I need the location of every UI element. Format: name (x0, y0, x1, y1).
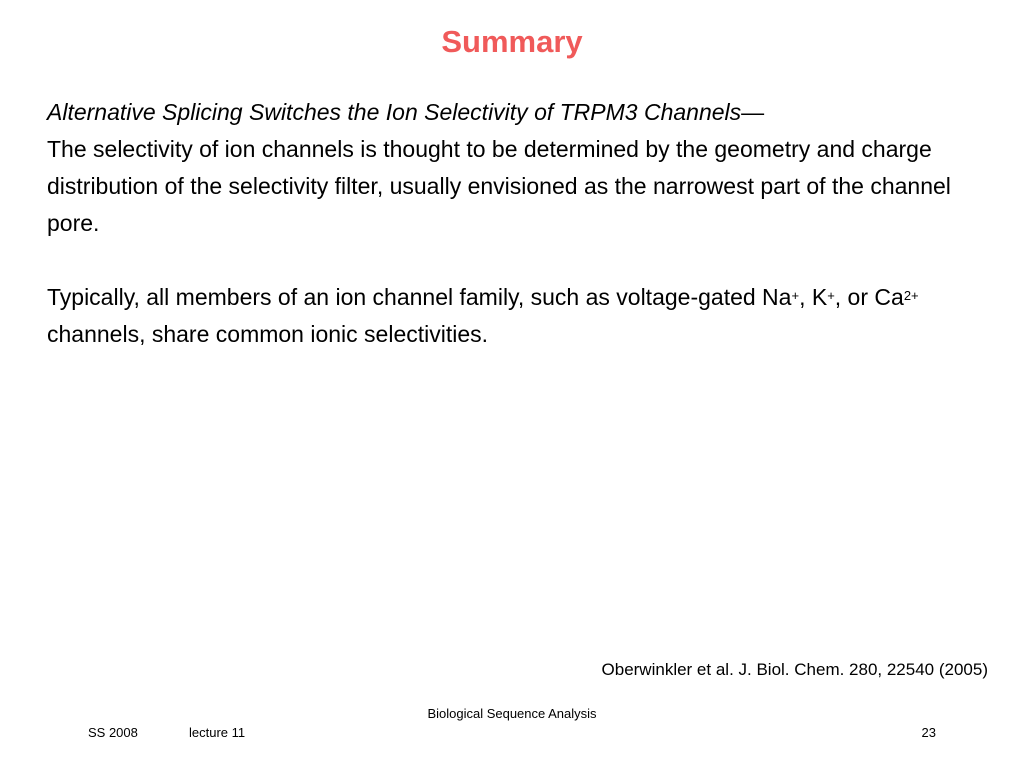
slide-title: Summary (441, 24, 583, 59)
superscript-k: + (827, 288, 835, 303)
paragraph-text-b: , K (799, 284, 828, 310)
footer-course: Biological Sequence Analysis (427, 706, 597, 721)
article-title: Alternative Splicing Switches the Ion Selectivity of TRPM3 Channels (47, 99, 742, 125)
superscript-ca: 2+ (903, 288, 919, 303)
paragraph-text-c: , or Ca (834, 284, 904, 310)
paragraph-text-a: Typically, all members of an ion channel family, such as voltage-gated Na (47, 284, 792, 310)
paragraph-selectivity: The selectivity of ion channels is thought to be determined by the geometry and charge distribution of the selectivity filter, usually envisioned as the narrowest part of the channel pore. (47, 136, 951, 236)
footer-semester: SS 2008 (88, 725, 138, 740)
slide-body (47, 94, 987, 353)
paragraph-spacer (47, 242, 987, 279)
footer-lecture: lecture 11 (189, 725, 246, 740)
footer-page-number: 23 (921, 725, 936, 740)
superscript-na: + (791, 288, 800, 303)
em-dash: — (741, 99, 765, 125)
article-heading (47, 94, 987, 131)
paragraph-ion-families (47, 279, 987, 353)
citation: Oberwinkler et al. J. Biol. Chem. 280, 22540 (2005) (601, 660, 988, 679)
paragraph-text-d: channels, share common ionic selectivities. (47, 321, 489, 347)
